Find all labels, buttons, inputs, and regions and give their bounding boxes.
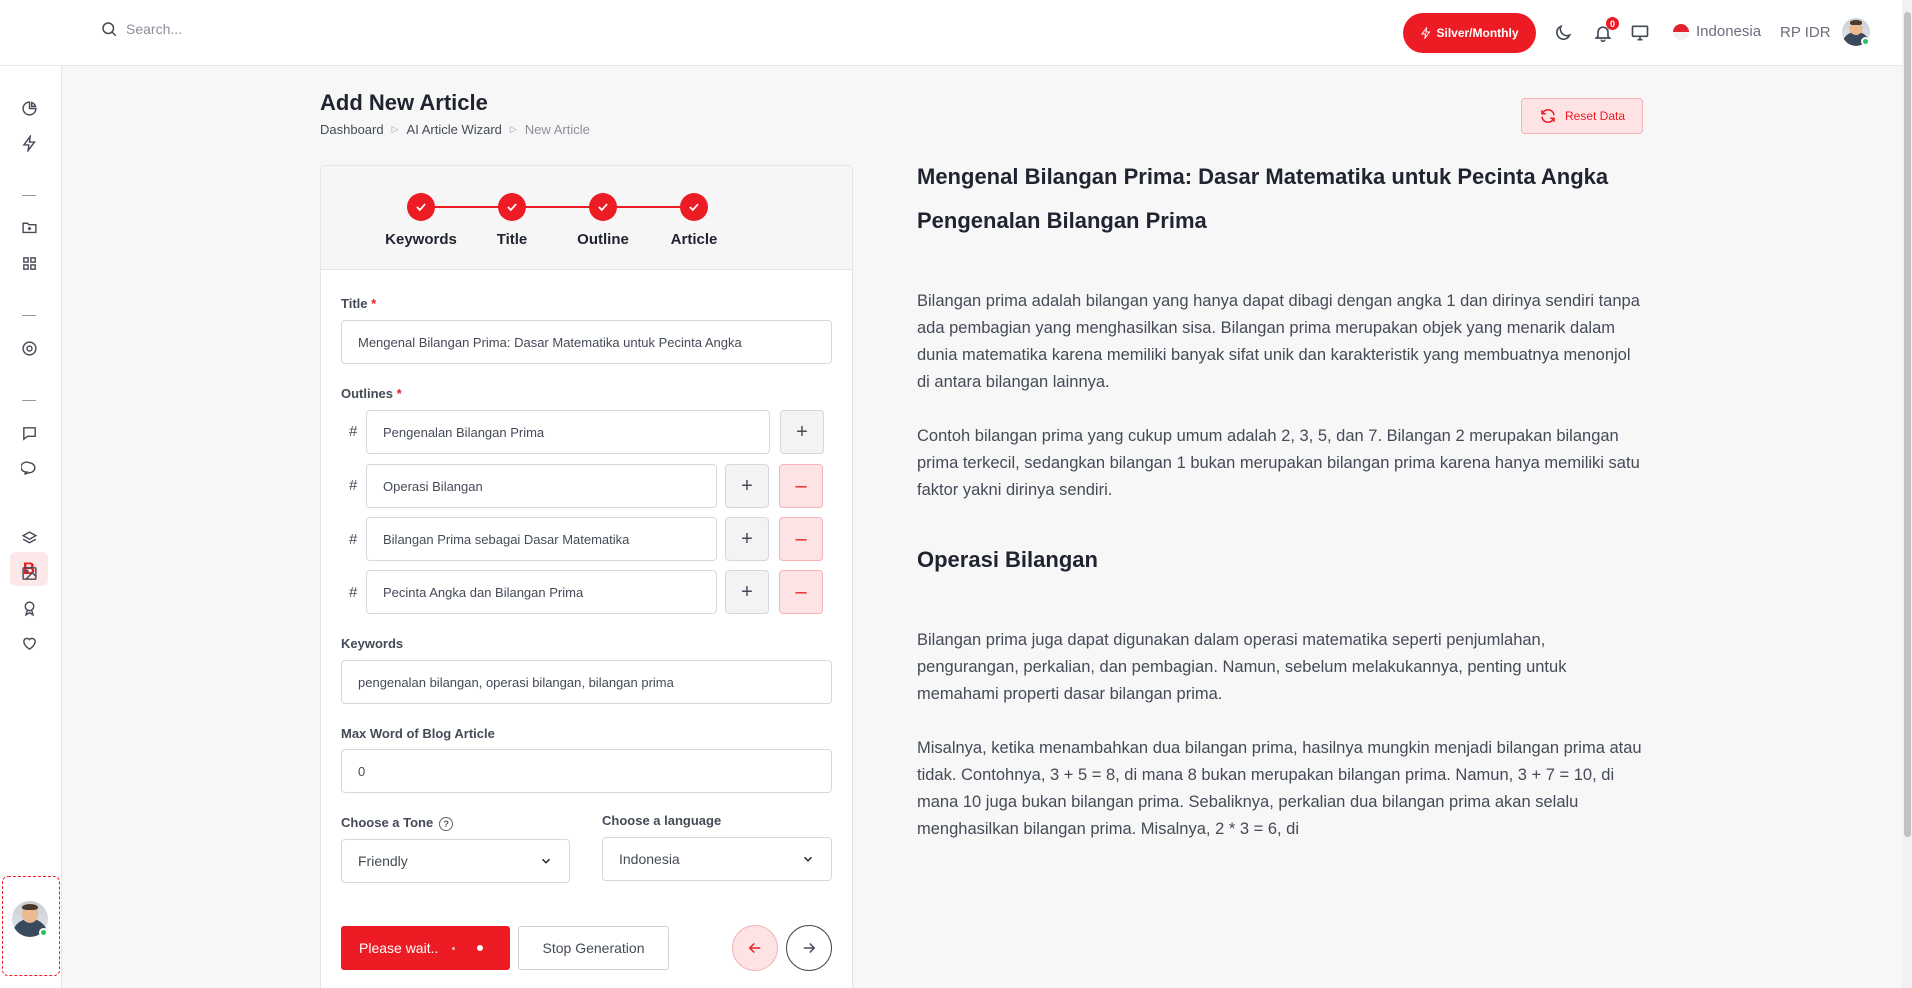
tone-select-value: Friendly xyxy=(358,853,408,869)
user-avatar[interactable] xyxy=(1842,18,1870,46)
outline-hash: # xyxy=(349,584,358,601)
language-select[interactable] xyxy=(602,837,832,881)
article-paragraph: Misalnya, ketika menambahkan dua bilangan prima, hasilnya mungkin menjadi bilangan prima atau tidak. Contohnya, 3 + 5 = 8, di mana 8 bukan merupakan bilangan prima. Namun, 3 + 7 = 10, di mana 10 juga bukan bilangan prima. Sebaliknya, perkalian dua bilangan prima akan selalu menghasilkan bilangan prima. Misalnya, 2 * 3 = 6, di xyxy=(917,739,1642,838)
loading-dots-icon xyxy=(452,945,483,951)
sidebar-user-card[interactable] xyxy=(2,876,60,976)
minus-icon: – xyxy=(795,580,807,603)
layers-icon xyxy=(21,530,38,547)
max-word-label: Max Word of Blog Article xyxy=(341,726,495,741)
article-paragraph: Contoh bilangan prima yang cukup umum adalah 2, 3, 5, dan 7. Bilangan 2 merupakan bilangan prima terkecil, sedangkan bilangan 1 bukan merupakan bilangan prima karena hanya memiliki satu faktor yakni dirinya sendiri. xyxy=(917,427,1640,499)
keywords-label: Keywords xyxy=(341,636,404,651)
add-outline-button[interactable] xyxy=(725,464,769,508)
help-icon[interactable]: ? xyxy=(439,817,453,831)
chevron-down-icon xyxy=(539,854,553,868)
title-input[interactable]: Mengenal Bilangan Prima: Dasar Matematika untuk Pecinta Angka xyxy=(341,320,832,364)
step-article-label: Article xyxy=(670,231,718,248)
dark-mode-toggle[interactable] xyxy=(1552,22,1574,44)
language-label: Choose a language xyxy=(602,813,722,828)
add-outline-button[interactable] xyxy=(725,517,769,561)
tone-select[interactable] xyxy=(341,839,570,883)
outline-hash: # xyxy=(349,477,358,494)
breadcrumb-ai-article-wizard[interactable]: AI Article Wizard xyxy=(406,122,502,137)
bolt-icon xyxy=(1420,27,1432,39)
image-icon xyxy=(21,565,38,582)
outline-input-3[interactable]: Bilangan Prima sebagai Dasar Matematika xyxy=(366,517,717,561)
breadcrumb-current: New Article xyxy=(524,122,590,137)
sidebar-item-awards[interactable] xyxy=(19,598,39,618)
outline-input-1[interactable]: Pengenalan Bilangan Prima xyxy=(366,410,770,454)
add-outline-button[interactable] xyxy=(725,570,769,614)
online-status-dot xyxy=(1861,37,1870,46)
outline-hash: # xyxy=(349,423,358,440)
sidebar-user-avatar[interactable] xyxy=(12,901,48,937)
top-bar xyxy=(0,0,1902,66)
sidebar-item-layers[interactable] xyxy=(19,528,39,548)
breadcrumb-dashboard[interactable]: Dashboard xyxy=(320,122,384,137)
wizard-steps xyxy=(321,166,852,270)
please-wait-button[interactable] xyxy=(341,926,510,970)
remove-outline-button[interactable] xyxy=(779,464,823,508)
step-article-check-icon[interactable] xyxy=(680,193,708,221)
outline-input-2[interactable]: Operasi Bilangan xyxy=(366,464,717,508)
currency-selector[interactable]: RP IDR xyxy=(1780,24,1831,41)
sidebar-item-chat[interactable] xyxy=(19,423,39,443)
minus-icon: – xyxy=(795,474,807,497)
sidebar-item-dashboard[interactable] xyxy=(19,98,39,118)
article-title: Mengenal Bilangan Prima: Dasar Matematika untuk Pecinta Angka xyxy=(917,164,1609,189)
breadcrumb-separator-icon: ▷ xyxy=(391,124,399,134)
next-step-button[interactable] xyxy=(786,925,832,971)
indonesia-flag-icon xyxy=(1673,24,1689,40)
step-keywords-label: Keywords xyxy=(385,231,457,248)
keywords-input[interactable]: pengenalan bilangan, operasi bilangan, bilangan prima xyxy=(341,660,832,704)
remove-outline-button[interactable] xyxy=(779,570,823,614)
breadcrumb-separator-icon: ▷ xyxy=(509,124,517,134)
breadcrumb xyxy=(320,122,590,137)
tone-label xyxy=(341,815,453,831)
refresh-icon xyxy=(1539,107,1557,125)
moon-icon xyxy=(1553,23,1573,43)
plus-icon: + xyxy=(796,420,808,443)
sidebar-divider xyxy=(22,315,36,316)
stop-generation-button[interactable]: Stop Generation xyxy=(518,926,669,970)
add-outline-button[interactable] xyxy=(780,410,824,454)
heart-icon xyxy=(21,635,38,652)
sidebar-item-apps[interactable] xyxy=(19,253,39,273)
plus-icon: + xyxy=(741,474,753,497)
outline-input-4[interactable]: Pecinta Angka dan Bilangan Prima xyxy=(366,570,717,614)
sidebar-item-folders[interactable] xyxy=(19,217,39,237)
plus-icon: + xyxy=(741,527,753,550)
page-scrollbar[interactable] xyxy=(1902,0,1912,988)
reset-data-label: Reset Data xyxy=(1564,109,1626,123)
step-title-check-icon[interactable] xyxy=(498,193,526,221)
plan-button[interactable] xyxy=(1403,13,1536,53)
search-box[interactable] xyxy=(100,20,182,38)
sidebar-divider xyxy=(22,400,36,401)
bolt-icon xyxy=(21,135,38,152)
sidebar-item-quick[interactable] xyxy=(19,133,39,153)
max-word-input[interactable]: 0 xyxy=(341,749,832,793)
step-keywords-check-icon[interactable] xyxy=(407,193,435,221)
please-wait-label: Please wait.. xyxy=(359,940,439,956)
language-selector[interactable] xyxy=(1673,23,1761,40)
required-marker: * xyxy=(396,386,402,401)
outline-hash: # xyxy=(349,531,358,548)
scrollbar-thumb[interactable] xyxy=(1904,12,1911,837)
sidebar-divider xyxy=(22,195,36,196)
notifications-button[interactable] xyxy=(1592,18,1615,44)
arrow-left-icon xyxy=(746,939,764,957)
folder-icon xyxy=(21,219,38,236)
chat-bubble-icon xyxy=(21,460,38,477)
plus-icon: + xyxy=(741,580,753,603)
title-label-text: Title xyxy=(341,296,368,311)
chevron-down-icon xyxy=(801,852,815,866)
monitor-icon xyxy=(1630,23,1650,43)
lifebuoy-icon xyxy=(21,340,38,357)
article-paragraph: Bilangan prima adalah bilangan yang hanya dapat dibagi dengan angka 1 dan dirinya sendiri tanpa ada pembagian yang menghasilkan sisa. Bilangan prima merupakan objek yang menarik dalam dunia matematika karena memiliki banyak sifat unik dan karakteristik yang membuatnya menonjol di antara bilangan lainnya. xyxy=(917,292,1640,391)
outlines-label xyxy=(341,386,402,401)
notification-badge: 0 xyxy=(1606,17,1619,30)
step-title-label: Title xyxy=(496,231,528,248)
sidebar-item-blog[interactable]: B xyxy=(10,552,48,586)
minus-icon: – xyxy=(795,527,807,550)
sidebar xyxy=(0,66,62,988)
pie-chart-icon xyxy=(21,100,38,117)
step-outline-label: Outline xyxy=(577,231,629,248)
award-icon xyxy=(21,600,38,617)
remove-outline-button[interactable] xyxy=(779,517,823,561)
language-label: Indonesia xyxy=(1696,23,1762,40)
article-section-heading: Operasi Bilangan xyxy=(917,547,1098,572)
required-marker: * xyxy=(371,296,377,311)
title-label xyxy=(341,296,376,311)
step-outline-check-icon[interactable] xyxy=(589,193,617,221)
online-status-dot xyxy=(39,928,48,937)
sidebar-item-support[interactable] xyxy=(19,338,39,358)
search-icon xyxy=(100,20,118,38)
grid-icon xyxy=(21,255,38,272)
article-section-heading: Pengenalan Bilangan Prima xyxy=(917,208,1207,233)
outlines-label-text: Outlines xyxy=(341,386,394,401)
previous-step-button[interactable] xyxy=(732,925,778,971)
plan-label: Silver/Monthly xyxy=(1436,26,1519,40)
steps-progress-line xyxy=(421,206,694,208)
search-placeholder[interactable]: Search... xyxy=(126,21,183,37)
sidebar-item-favorites[interactable] xyxy=(19,633,39,653)
page-title: Add New Article xyxy=(320,90,488,115)
reset-data-button[interactable] xyxy=(1521,98,1643,134)
article-paragraph: Bilangan prima juga dapat digunakan dalam operasi matematika seperti penjumlahan, pengurangan, perkalian, dan pembagian. Namun, sebelum melakukannya, penting untuk memahami properti dasar bilangan prima. xyxy=(917,631,1567,703)
sidebar-item-images[interactable] xyxy=(19,563,39,583)
chat-square-icon xyxy=(21,425,38,442)
language-select-value: Indonesia xyxy=(619,851,680,867)
sidebar-item-messages[interactable] xyxy=(19,458,39,478)
display-button[interactable] xyxy=(1629,22,1651,44)
arrow-right-icon xyxy=(800,939,818,957)
tone-label-text: Choose a Tone xyxy=(341,815,434,830)
